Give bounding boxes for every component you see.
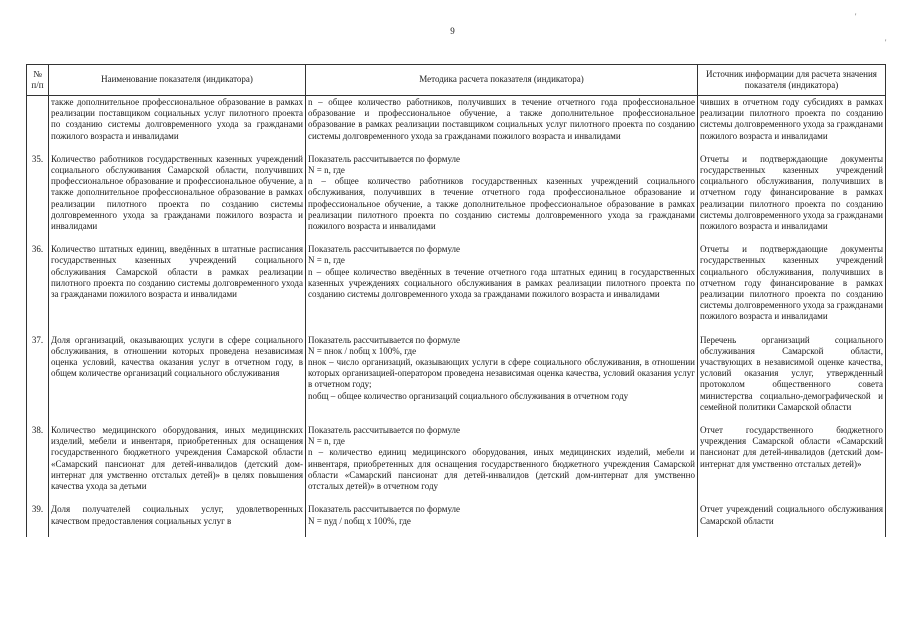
row-source: Отчет учреждений социального обслуживания Самарской области (698, 502, 886, 536)
row-name: Доля организаций, оказывающих услуги в сфере социального обслуживания, в отношении которых проведена независимая оценка условий, качества оказания услуг в отчетном году, в общем количестве организаций социального обслуживания (49, 333, 306, 423)
table-header-row (27, 65, 886, 96)
table-row (27, 333, 886, 423)
row-name: Количество штатных единиц, введённых в штатные расписания государственных казенных учреждений социального обслуживания Самарской области в рамках реализации пилотного проекта по созданию системы долговременного ухода за гражданами пожилого возраста и инвалидами (49, 242, 306, 332)
row-num: 39. (27, 502, 49, 536)
row-method: Показатель рассчитывается по формуле N = nнок / nобщ х 100%, где nнок – число организаций, оказывающих услуги в сфере социального обслуживания, в отношении которых организацией-оператором проведена независимая оценка качества, условий оказания услуг в отчетном году; nобщ – общее количество организаций социального обслуживания в отчетном году (306, 333, 698, 423)
row-source: Отчеты и подтверждающие документы государственных казенных учреждений социального обслуживания, получивших в отчетном году финансирование в рамках реализации пилотного проекта по созданию системы долговременного ухода за гражданами пожилого возраста и инвалидами (698, 152, 886, 242)
row-num: 37. (27, 333, 49, 423)
row-num (27, 96, 49, 152)
row-name: Количество работников государственных казенных учреждений социального обслуживания Самарской области, получивших профессиональное образование и профессиональное обучение, а также дополнительное профессиональное образование в рамках реализации пилотного проекта по созданию системы долговременного ухода за гражданами пожилого возраста и инвалидами (49, 152, 306, 242)
row-num: 36. (27, 242, 49, 332)
corner-mark: ' (885, 38, 887, 47)
header-num: № п/п (27, 65, 49, 96)
indicators-table (26, 64, 886, 537)
table-row (27, 423, 886, 502)
row-method: n – общее количество работников, получивших в течение отчетного года профессиональное образование и профессиональное обучение, а также дополнительное профессиональное образование в рамках реализации поставщиком социальных услуг пилотного проекта по созданию системы долговременного ухода за гражданами пожилого возраста и инвалидами (306, 96, 698, 152)
header-name: Наименование показателя (индикатора) (49, 65, 306, 96)
row-method: Показатель рассчитывается по формуле N = n, где n – количество единиц медицинского оборудования, иных медицинских изделий, мебели и инвентаря, приобретенных для оснащения государственного бюджетного учреждения Самарской области «Самарский пансионат для детей-инвалидов (детский дом-интернат для умственно отсталых детей)» в отчетном году (306, 423, 698, 502)
row-num: 38. (27, 423, 49, 502)
row-source: Отчет государственного бюджетного учреждения Самарской области «Самарский пансионат для детей-инвалидов (детский дом-интернат для умственно отсталых детей)» (698, 423, 886, 502)
row-name: Доля получателей социальных услуг, удовлетворенных качеством предоставления социальных услуг в (49, 502, 306, 536)
row-name: также дополнительное профессиональное образование в рамках реализации поставщиком социальных услуг пилотного проекта по созданию системы долговременного ухода за гражданами пожилого возраста и инвалидами (49, 96, 306, 152)
table-row (27, 242, 886, 332)
table-row (27, 502, 886, 536)
row-name: Количество медицинского оборудования, иных медицинских изделий, мебели и инвентаря, приобретенных для оснащения государственного бюджетного учреждения Самарской области «Самарский пансионат для детей-инвалидов (детский дом-интернат для умственно отсталых детей)» в целях повышения качества ухода за детьми (49, 423, 306, 502)
page-number: 9 (450, 26, 455, 36)
row-method: Показатель рассчитывается по формуле N = n, где n – общее количество введённых в течение отчетного года штатных единиц в государственных казенных учреждениях социального обслуживания в рамках реализации пилотного проекта по созданию системы долговременного ухода за гражданами пожилого возраста и инвалидами (306, 242, 698, 332)
corner-mark: ' (855, 12, 857, 21)
row-source: Отчеты и подтверждающие документы государственных казенных учреждений социального обслуживания, получивших в отчетном году финансирование в рамках реализации пилотного проекта по созданию системы долговременного ухода за гражданами пожилого возраста и инвалидами (698, 242, 886, 332)
header-source: Источник информации для расчета значения показателя (индикатора) (698, 65, 886, 96)
header-method: Методика расчета показателя (индикатора) (306, 65, 698, 96)
row-source: Перечень организаций социального обслуживания Самарской области, участвующих в независимой оценке качества, условий оказания услуг, утвержденный протоколом общественного совета министерства социально-демографической и семейной политики Самарской области (698, 333, 886, 423)
row-num: 35. (27, 152, 49, 242)
row-method: Показатель рассчитывается по формуле N = n, где n – общее количество работников государственных казенных учреждений социального обслуживания, получивших в течение отчетного года профессиональное образование и профессиональное обучение, а также дополнительное профессиональное образование в рамках реализации пилотного проекта по созданию системы долговременного ухода за гражданами пожилого возраста и инвалидами (306, 152, 698, 242)
table-row (27, 152, 886, 242)
row-method: Показатель рассчитывается по формуле N = nуд / nобщ х 100%, где (306, 502, 698, 536)
row-source: чивших в отчетном году субсидиях в рамках реализации пилотного проекта по созданию системы долговременного ухода за гражданами пожилого возраста и инвалидами (698, 96, 886, 152)
table-row (27, 96, 886, 152)
